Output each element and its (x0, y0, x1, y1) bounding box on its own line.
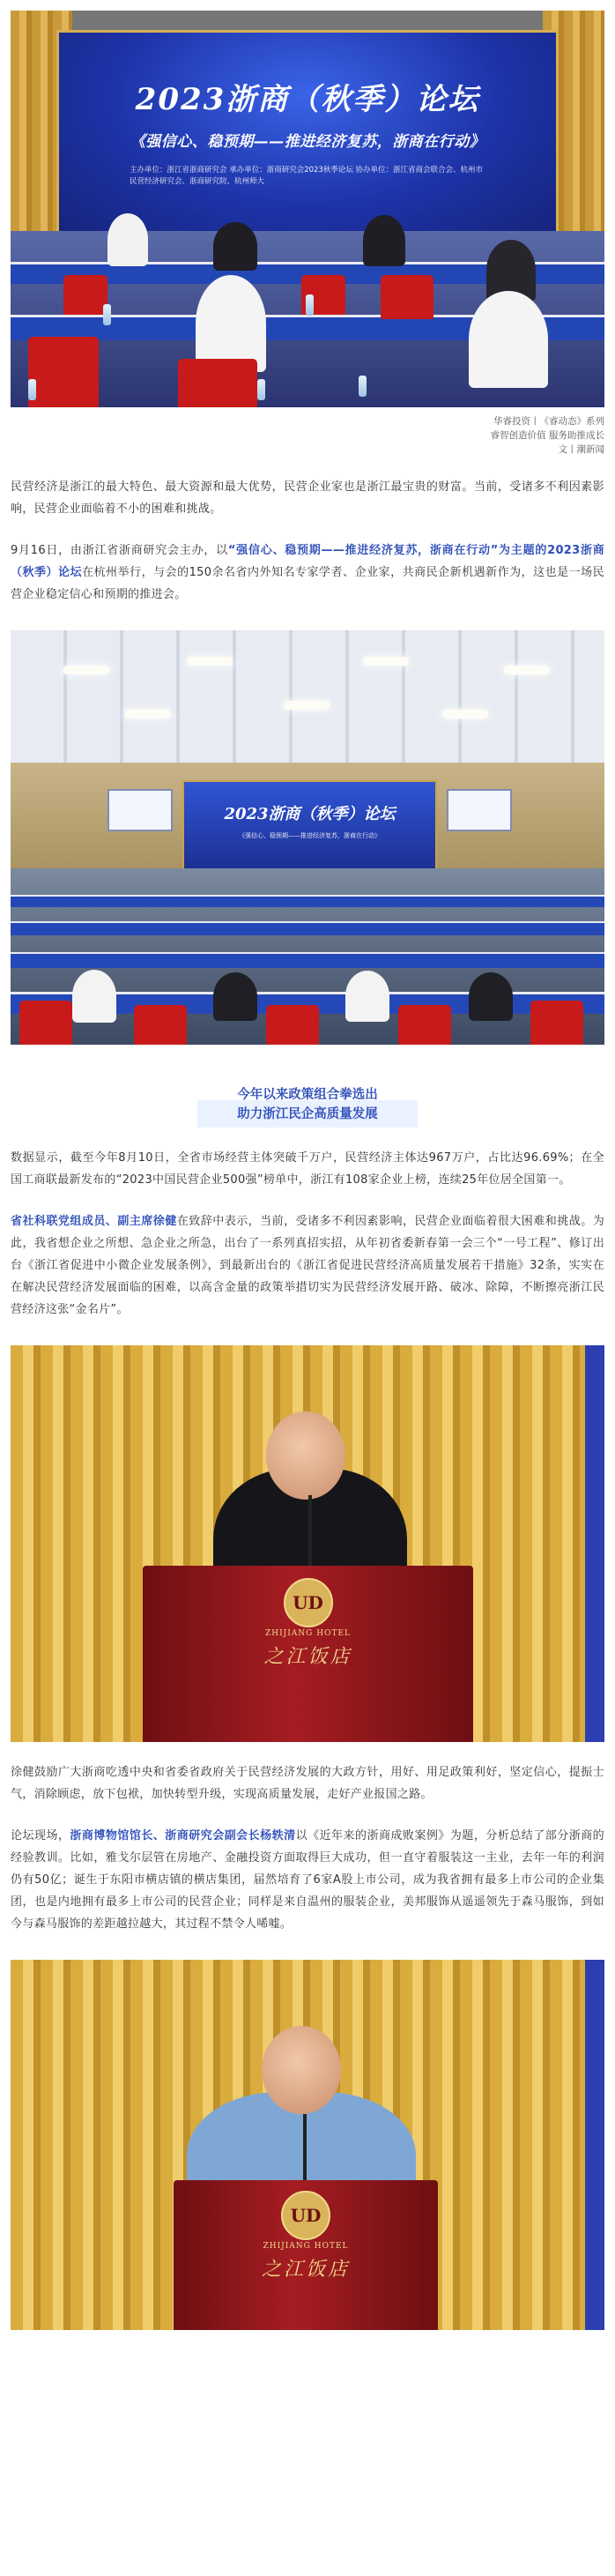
speaker-head (262, 2026, 341, 2114)
hall-ceiling (11, 630, 604, 763)
forum-hall-photo (11, 630, 604, 1045)
audience-person (345, 971, 389, 1022)
section-heading-line: 今年以来政策组合拳选出 (237, 1088, 378, 1102)
table-row (11, 952, 604, 968)
table-row (11, 895, 604, 907)
water-bottle (103, 304, 111, 325)
red-chair (134, 1005, 187, 1045)
hotel-name-en: ZHIJIANG HOTEL (264, 1629, 352, 1638)
red-chair (19, 1001, 72, 1045)
audience-person (213, 972, 257, 1021)
audience-person (196, 275, 266, 372)
hotel-name-cn: 之江饭店 (261, 2259, 350, 2281)
hotel-logo: UD (284, 1578, 333, 1627)
blue-screen-edge (585, 1345, 604, 1742)
red-chair (381, 275, 433, 319)
paragraph-text: 论坛现场， (11, 1829, 70, 1843)
hotel-logo: UD (281, 2191, 330, 2240)
water-bottle (359, 376, 367, 397)
paragraph-text: 在致辞中表示，当前，受诸多不利因素影响，民营企业面临着很大困难和挑战。为此，我省想企业之所想、急企业之所急，出台了一系列真招实招，从年初省委新春第一会三个“一号工程”、修订出台《浙江省促进中小微企业发展条例》，到最新出台的《浙江省促进民营经济高质量发展若干措施》32条，实实在在解决民营经济发展面临的困难，以高含金量的政策举措切实为民营经济发展开路、破冰、除障，不断擦亮浙江民营经济这张“金名片”。 (11, 1215, 604, 1316)
audience-person (363, 215, 405, 266)
podium (174, 2180, 438, 2330)
microphone (303, 2114, 307, 2185)
paragraph: 数据显示，截至今年8月10日，全省市场经营主体突破千万户，民营经济主体达967万户，占比达96.69%；在全国工商联最新发布的“2023中国民营企业500强”榜单中，浙江有108家企业上榜，连续25年位居全国第一。 (11, 1151, 604, 1187)
microphone (308, 1495, 312, 1575)
hall-banner-subtitle: 《强信心、稳预期——推进经济复苏，浙商在行动》 (239, 832, 381, 839)
hotel-name-en: ZHIJIANG HOTEL (263, 2242, 349, 2251)
speaker-head (266, 1411, 345, 1500)
photo-caption (11, 407, 604, 457)
paragraph-text: 9月16日，由浙江省浙商研究会主办，以 (11, 544, 228, 557)
paragraph: 民营经济是浙江的最大特色、最大资源和最大优势，民营企业家也是浙江最宝贵的财富。当前，受诸多不利因素影响，民营企业面临着不小的困难和挑战。 (11, 480, 604, 516)
water-bottle (257, 379, 265, 400)
audience-person (469, 972, 513, 1021)
paragraph (11, 540, 604, 606)
ceiling-light (187, 657, 233, 666)
stage-banner-organizers: 主办单位：浙江省浙商研究会 承办单位：浙商研究会2023秋季论坛 协办单位：浙江省商会联合会、杭州市民营经济研究会、浙商研究院、杭州师大 (130, 166, 484, 186)
caption-line: 睿智创造价值 服务助推成长 (490, 430, 604, 441)
caption-line: 华睿投资丨《睿动态》系列 (493, 416, 604, 427)
paragraph (11, 1210, 604, 1321)
table-row (11, 921, 604, 935)
stage-banner-title: 2023浙商（秋季）论坛 (135, 82, 480, 117)
red-chair (63, 275, 107, 315)
hall-banner-title: 2023浙商（秋季）论坛 (224, 805, 396, 823)
ceiling-light (284, 701, 330, 710)
blue-screen-edge (585, 1960, 604, 2330)
red-chair (266, 1005, 319, 1045)
podium (143, 1566, 473, 1742)
hotel-name-cn: 之江饭店 (263, 1646, 352, 1668)
red-chair (530, 1001, 583, 1045)
audience-person (107, 213, 148, 266)
highlight-text: 省社科联党组成员、副主席徐健 (11, 1215, 177, 1228)
water-bottle (306, 294, 314, 316)
section-heading-line: 助力浙江民企高质量发展 (237, 1107, 378, 1121)
highlight-text: “强信心、稳预期——推进经济复苏，浙商在行动”为主题的2023浙商（秋季）论坛 (11, 544, 605, 579)
audience-person (72, 970, 116, 1023)
ceiling-light (504, 666, 550, 674)
hall-stage-banner (182, 780, 437, 876)
red-chair (28, 337, 99, 407)
side-screen (447, 789, 512, 831)
speaker-photo-xu-jian (11, 1345, 604, 1742)
audience-person (213, 222, 257, 271)
ceiling-light (63, 666, 109, 674)
caption-line: 文丨潮新闻 (558, 444, 604, 455)
red-chair (398, 1005, 451, 1045)
paragraph (11, 1825, 604, 1935)
highlight-text: 浙商博物馆馆长、浙商研究会副会长杨轶清 (70, 1829, 296, 1843)
paragraph: 徐健鼓励广大浙商吃透中央和省委省政府关于民营经济发展的大政方针，用好、用足政策利好，坚定信心，提振士气，消除顾虑，放下包袱，加快转型升级，实现高质量发展，走好产业报国之路。 (11, 1766, 604, 1801)
section-heading (197, 1082, 418, 1128)
paragraph-text: 在杭州举行，与会的150余名省内外知名专家学者、企业家，共商民企新机遇新作为，这也是一场民营企业稳定信心和预期的推进会。 (11, 566, 604, 601)
red-chair (178, 359, 257, 407)
audience-person (469, 291, 548, 388)
water-bottle (28, 379, 36, 400)
ceiling-light (442, 710, 488, 718)
side-screen (107, 789, 173, 831)
article (11, 11, 604, 2330)
stage-banner-subtitle: 《强信心、稳预期——推进经济复苏，浙商在行动》 (130, 133, 485, 151)
ceiling-light (125, 710, 171, 718)
ceiling-light (363, 657, 409, 666)
speaker-photo-yang-yiqing (11, 1960, 604, 2330)
stage-banner (56, 30, 559, 242)
forum-stage-photo (11, 11, 604, 407)
paragraph-text: 以《近年来的浙商成败案例》为题，分析总结了部分浙商的经验教训。比如，雅戈尔层管在房地产、金融投资方面取得巨大成功，但一直守着服装这一主业，去年一年的利润仍有50亿；诞生于东阳市横店镇的横店集团，届然培育了6家A股上市公司，成为我省拥有最多上市公司的企业集团，也是内地拥有最多上市公司的民营企业；同样是来自温州的服装企业，美邦服饰从遥遥领先于森马服饰，到如今与森马服饰的差距越拉越大，其过程不禁令人唏嘘。 (11, 1829, 604, 1931)
